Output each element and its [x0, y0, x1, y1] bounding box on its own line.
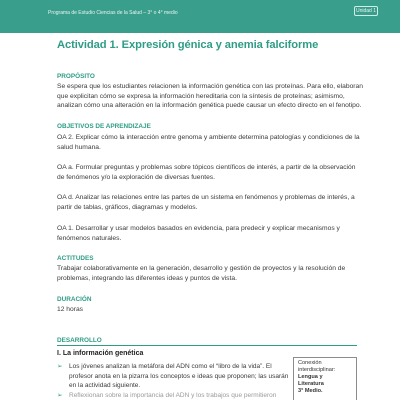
- conexion-subject: Lengua y: [298, 374, 323, 380]
- objetivo-line: salud humana.: [57, 143, 101, 151]
- duracion-heading: DURACIÓN: [57, 296, 92, 303]
- proposito-line: que explicitan cómo se expresa la información hereditaria con la síntesis de proteínas; asimismo,: [57, 92, 345, 100]
- bullet-line: profesor anota en la pizarra los conceptos e ideas que proponen; las usarán: [69, 372, 289, 380]
- program-name: Programa de Estudio Ciencias de la Salud – 3° o 4° medio: [48, 10, 178, 16]
- proposito-text: [57, 82, 363, 111]
- actitudes-heading: ACTITUDES: [57, 255, 94, 262]
- conexion-interdisciplinar-box: [293, 357, 357, 400]
- objetivo-oaa: [57, 163, 357, 182]
- conexion-line: Conexión: [298, 360, 322, 366]
- arrow-bullet-icon: ➢: [57, 391, 63, 399]
- objetivo-line: OA 1. Desarrollar y usar modelos basados en evidencia, para predecir y explicar mecanismos y: [57, 225, 340, 232]
- page-title: Actividad 1. Expresión génica y anemia falciforme: [57, 39, 319, 51]
- duracion-value: [57, 305, 357, 315]
- objetivo-line: de fenómenos y/o la exploración de diversas fuentes.: [57, 173, 215, 181]
- proposito-heading: PROPÓSITO: [57, 73, 95, 80]
- proposito-line: analizan cómo una alteración en la información genética puede causar un efecto directo en el fenotipo.: [57, 102, 362, 109]
- actitudes-line: problemas, integrando las diferentes ideas y puntos de vista.: [57, 274, 237, 282]
- objetivo-line: OA 2. Explicar cómo la interacción entre genoma y ambiente determina patologías y condiciones de la: [57, 134, 360, 141]
- bullet-line: Los jóvenes analizan la metáfora del ADN como el “libro de la vida”. El: [69, 363, 272, 370]
- section-divider: [57, 345, 357, 346]
- unit-badge: Unidad 1: [355, 8, 376, 14]
- bullet-line: Reflexionan sobre la importancia del ADN y los trabajos que permitieron: [69, 391, 277, 399]
- proposito-line: Se espera que los estudiantes relacionen la información genética con las proteínas. Para ello, elaboran: [57, 83, 363, 90]
- header-bar: [0, 0, 400, 33]
- desarrollo-heading: DESARROLLO: [57, 337, 102, 344]
- conexion-subject: Literatura: [298, 381, 324, 387]
- objetivo-line: OA d. Analizar las relaciones entre las partes de un sistema en fenómenos y problemas de interés, a: [57, 194, 355, 201]
- objetivo-oad: [57, 193, 357, 212]
- list-item: [57, 362, 287, 391]
- duracion-line: 12 horas: [57, 306, 84, 313]
- objetivo-oa2: [57, 133, 360, 152]
- desarrollo-bullet-list: [57, 362, 287, 400]
- conexion-level: 3° Medio.: [298, 388, 323, 394]
- list-item: [57, 391, 287, 400]
- arrow-bullet-icon: ➢: [57, 363, 63, 370]
- desarrollo-subheading: I. La información genética: [57, 350, 144, 357]
- bullet-line: en la actividad siguiente.: [69, 382, 141, 389]
- objetivos-heading: OBJETIVOS DE APRENDIZAJE: [57, 123, 151, 130]
- actitudes-line: Trabajar colaborativamente en la generación, desarrollo y gestión de proyectos y la resolución de: [57, 265, 346, 272]
- conexion-line: interdisciplinar:: [298, 367, 336, 373]
- objetivo-line: partir de tablas, gráficos, diagramas y modelos.: [57, 203, 198, 211]
- actitudes-text: [57, 264, 357, 283]
- objetivo-line: OA a. Formular preguntas y problemas sobre tópicos científicos de interés, a partir de la observación: [57, 164, 356, 171]
- objetivo-line: fenómenos naturales.: [57, 234, 122, 242]
- objetivo-oa1: [57, 224, 357, 243]
